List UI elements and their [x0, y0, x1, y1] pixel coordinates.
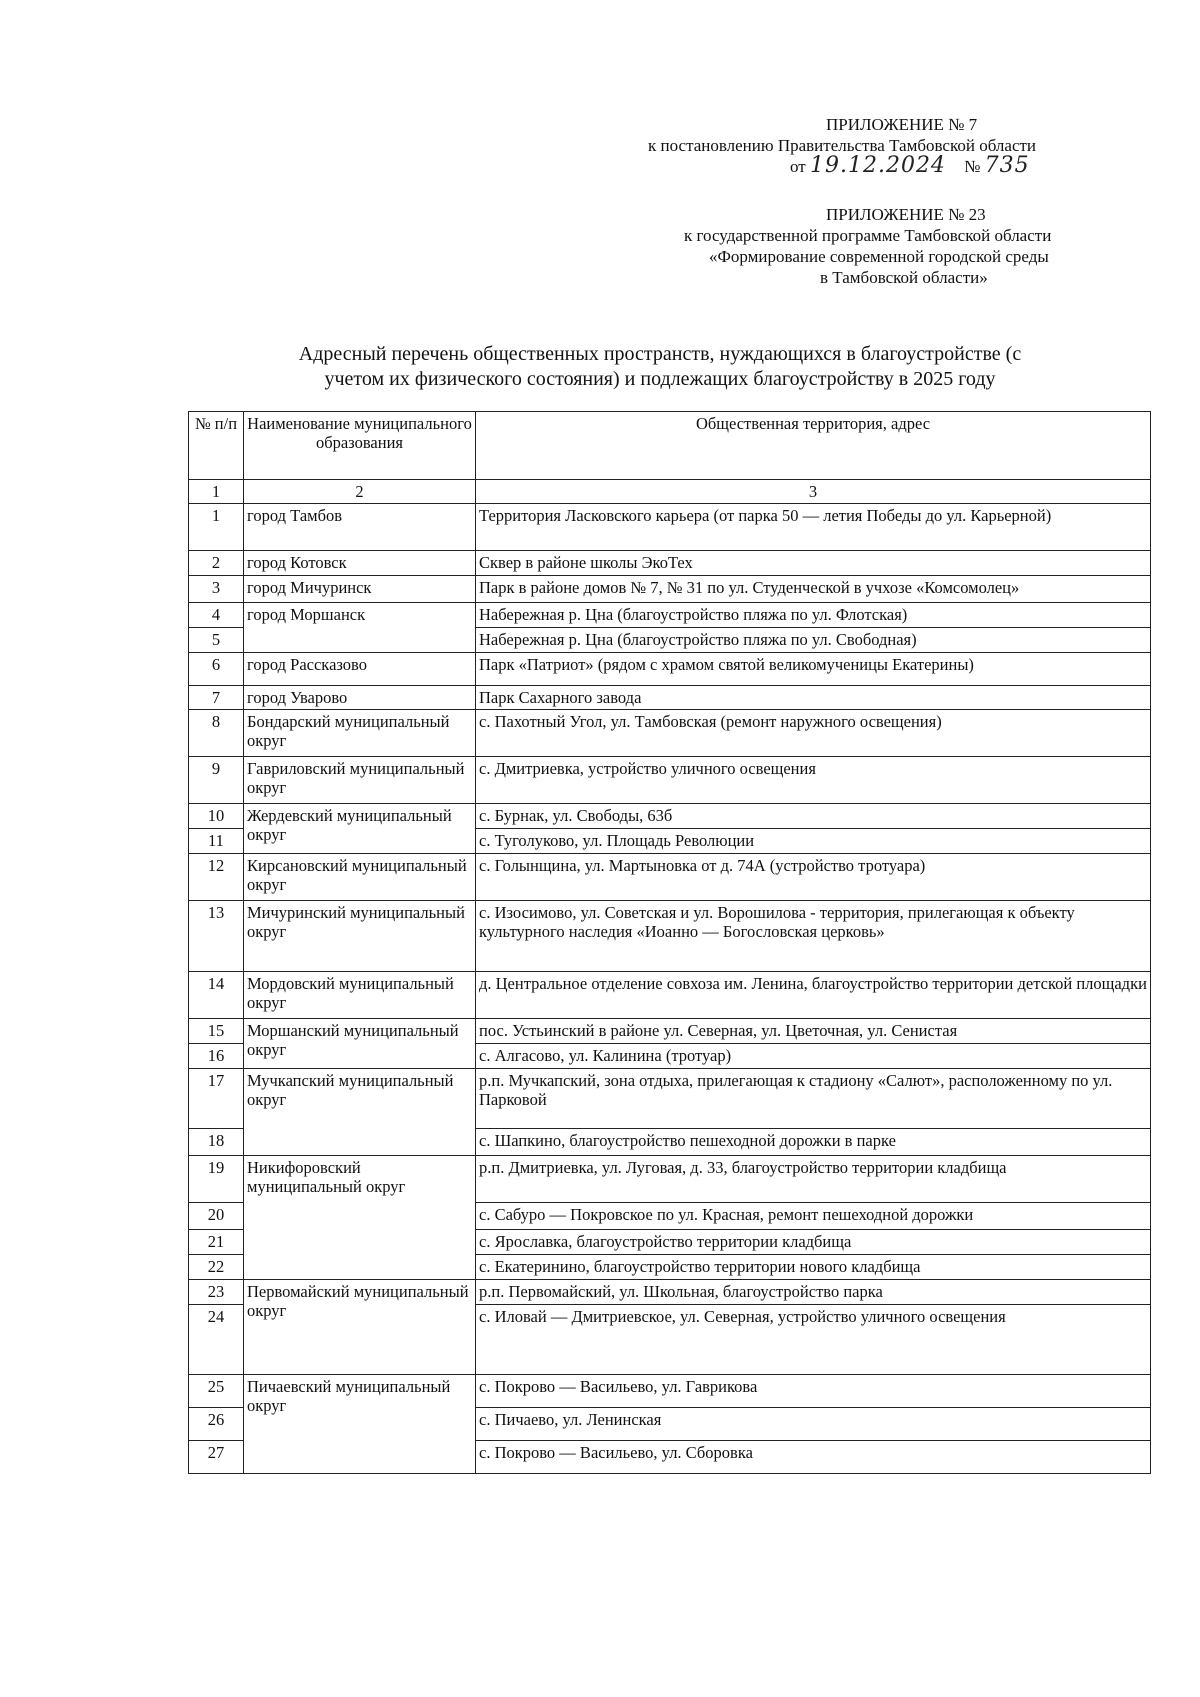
territory-address: с. Голынщина, ул. Мартыновка от д. 74А (устройство тротуара)	[476, 854, 1151, 901]
municipality-name: Кирсановский муниципальный округ	[244, 854, 476, 901]
table-row	[189, 901, 1151, 972]
municipality-name: Мичуринский муниципальный округ	[244, 901, 476, 972]
table-row	[189, 603, 1151, 628]
municipality-name: город Моршанск	[244, 603, 476, 653]
table-row	[189, 551, 1151, 576]
row-number: 17	[189, 1069, 244, 1129]
number-label: №	[964, 157, 981, 176]
title-line-1: Адресный перечень общественных пространств, нуждающихся в благоустройстве (с	[298, 343, 1022, 365]
col-number: 2	[244, 480, 476, 504]
header-territory: Общественная территория, адрес	[476, 412, 1151, 480]
table-row	[189, 710, 1151, 757]
from-label: от	[790, 157, 806, 176]
table-body	[189, 504, 1151, 1474]
territory-table	[188, 411, 1151, 1474]
municipality-name: город Рассказово	[244, 653, 476, 686]
table-row	[189, 972, 1151, 1019]
program-name-line-1: «Формирование современной городской среды	[709, 247, 1049, 266]
municipality-name: Гавриловский муниципальный округ	[244, 757, 476, 804]
row-number: 18	[189, 1129, 244, 1156]
municipality-name: город Уварово	[244, 686, 476, 710]
table-row	[189, 1069, 1151, 1129]
territory-address: с. Туголуково, ул. Площадь Революции	[476, 829, 1151, 854]
territory-address: с. Шапкино, благоустройство пешеходной дорожки в парке	[476, 1129, 1151, 1156]
table-header-row	[189, 412, 1151, 480]
row-number: 8	[189, 710, 244, 757]
handwritten-number: 735	[984, 153, 1030, 178]
table-row	[189, 1156, 1151, 1203]
municipality-name: Моршанский муниципальный округ	[244, 1019, 476, 1069]
col-number: 3	[476, 480, 1151, 504]
table-row	[189, 686, 1151, 710]
row-number: 26	[189, 1408, 244, 1441]
row-number: 20	[189, 1203, 244, 1230]
territory-address: д. Центральное отделение совхоза им. Ленина, благоустройство территории детской площадки	[476, 972, 1151, 1019]
territory-address: с. Дмитриевка, устройство уличного освещения	[476, 757, 1151, 804]
territory-address: с. Пахотный Угол, ул. Тамбовская (ремонт наружного освещения)	[476, 710, 1151, 757]
row-number: 16	[189, 1044, 244, 1069]
row-number: 14	[189, 972, 244, 1019]
municipality-name: город Котовск	[244, 551, 476, 576]
row-number: 7	[189, 686, 244, 710]
header-mo: Наименование муниципального образования	[244, 412, 476, 480]
header-num: № п/п	[189, 412, 244, 480]
row-number: 10	[189, 804, 244, 829]
row-number: 19	[189, 1156, 244, 1203]
table-row	[189, 757, 1151, 804]
row-number: 25	[189, 1375, 244, 1408]
territory-address: с. Покрово — Васильево, ул. Сборовка	[476, 1441, 1151, 1474]
row-number: 23	[189, 1280, 244, 1305]
territory-address: р.п. Первомайский, ул. Школьная, благоустройство парка	[476, 1280, 1151, 1305]
municipality-name: город Мичуринск	[244, 576, 476, 603]
row-number: 24	[189, 1305, 244, 1375]
row-number: 15	[189, 1019, 244, 1044]
territory-address: Парк «Патриот» (рядом с храмом святой великомученицы Екатерины)	[476, 653, 1151, 686]
territory-address: с. Бурнак, ул. Свободы, 63б	[476, 804, 1151, 829]
territory-address: с. Сабуро — Покровское по ул. Красная, ремонт пешеходной дорожки	[476, 1203, 1151, 1230]
row-number: 21	[189, 1230, 244, 1255]
table-row	[189, 854, 1151, 901]
municipality-name: Мордовский муниципальный округ	[244, 972, 476, 1019]
territory-address: с. Алгасово, ул. Калинина (тротуар)	[476, 1044, 1151, 1069]
table-row	[189, 576, 1151, 603]
table-row	[189, 1375, 1151, 1408]
municipality-name: Жердевский муниципальный округ	[244, 804, 476, 854]
territory-address: с. Екатеринино, благоустройство территории нового кладбища	[476, 1255, 1151, 1280]
territory-address: с. Ярославка, благоустройство территории кладбища	[476, 1230, 1151, 1255]
decree-reference: к постановлению Правительства Тамбовской области	[648, 136, 1037, 155]
row-number: 6	[189, 653, 244, 686]
territory-address: р.п. Дмитриевка, ул. Луговая, д. 33, благоустройство территории кладбища	[476, 1156, 1151, 1203]
territory-address: р.п. Мучкапский, зона отдыха, прилегающая к стадиону «Салют», расположенному по ул. Парковой	[476, 1069, 1151, 1129]
municipality-name: Мучкапский муниципальный округ	[244, 1069, 476, 1156]
territory-address: Территория Ласковского карьера (от парка 50 — летия Победы до ул. Карьерной)	[476, 504, 1151, 551]
territory-address: с. Иловай — Дмитриевское, ул. Северная, устройство уличного освещения	[476, 1305, 1151, 1375]
table-row	[189, 1280, 1151, 1305]
row-number: 12	[189, 854, 244, 901]
decree-date-line	[790, 155, 1030, 177]
municipality-name: Бондарский муниципальный округ	[244, 710, 476, 757]
appendix-23-label: ПРИЛОЖЕНИЕ № 23	[826, 205, 986, 224]
municipality-name: город Тамбов	[244, 504, 476, 551]
column-number-row	[189, 480, 1151, 504]
document-title	[230, 342, 1090, 392]
row-number: 5	[189, 628, 244, 653]
appendix-7-label: ПРИЛОЖЕНИЕ № 7	[826, 115, 978, 134]
territory-address: Парк Сахарного завода	[476, 686, 1151, 710]
handwritten-date: 19.12.2024	[809, 153, 946, 178]
table-row	[189, 1019, 1151, 1044]
territory-address: с. Покрово — Васильево, ул. Гаврикова	[476, 1375, 1151, 1408]
municipality-name: Первомайский муниципальный округ	[244, 1280, 476, 1375]
municipality-name: Пичаевский муниципальный округ	[244, 1375, 476, 1474]
territory-address: пос. Устьинский в районе ул. Северная, ул. Цветочная, ул. Сенистая	[476, 1019, 1151, 1044]
territory-address: Сквер в районе школы ЭкоТех	[476, 551, 1151, 576]
row-number: 2	[189, 551, 244, 576]
table-row	[189, 653, 1151, 686]
territory-address: Парк в районе домов № 7, № 31 по ул. Студенческой в учхозе «Комсомолец»	[476, 576, 1151, 603]
row-number: 9	[189, 757, 244, 804]
row-number: 11	[189, 829, 244, 854]
row-number: 13	[189, 901, 244, 972]
table-row	[189, 504, 1151, 551]
municipality-name: Никифоровский муниципальный округ	[244, 1156, 476, 1280]
territory-address: с. Изосимово, ул. Советская и ул. Ворошилова - территория, прилегающая к объекту культурного наследия «Иоанно — Богословская церковь»	[476, 901, 1151, 972]
row-number: 4	[189, 603, 244, 628]
row-number: 27	[189, 1441, 244, 1474]
row-number: 3	[189, 576, 244, 603]
program-name-line-2: в Тамбовской области»	[820, 268, 988, 287]
territory-address: Набережная р. Цна (благоустройство пляжа по ул. Свободная)	[476, 628, 1151, 653]
territory-address: Набережная р. Цна (благоустройство пляжа по ул. Флотская)	[476, 603, 1151, 628]
territory-address: с. Пичаево, ул. Ленинская	[476, 1408, 1151, 1441]
row-number: 1	[189, 504, 244, 551]
program-reference: к государственной программе Тамбовской области	[684, 226, 1052, 245]
table-row	[189, 804, 1151, 829]
title-line-2: учетом их физического состояния) и подлежащих благоустройству в 2025 году	[324, 368, 996, 390]
row-number: 22	[189, 1255, 244, 1280]
col-number: 1	[189, 480, 244, 504]
